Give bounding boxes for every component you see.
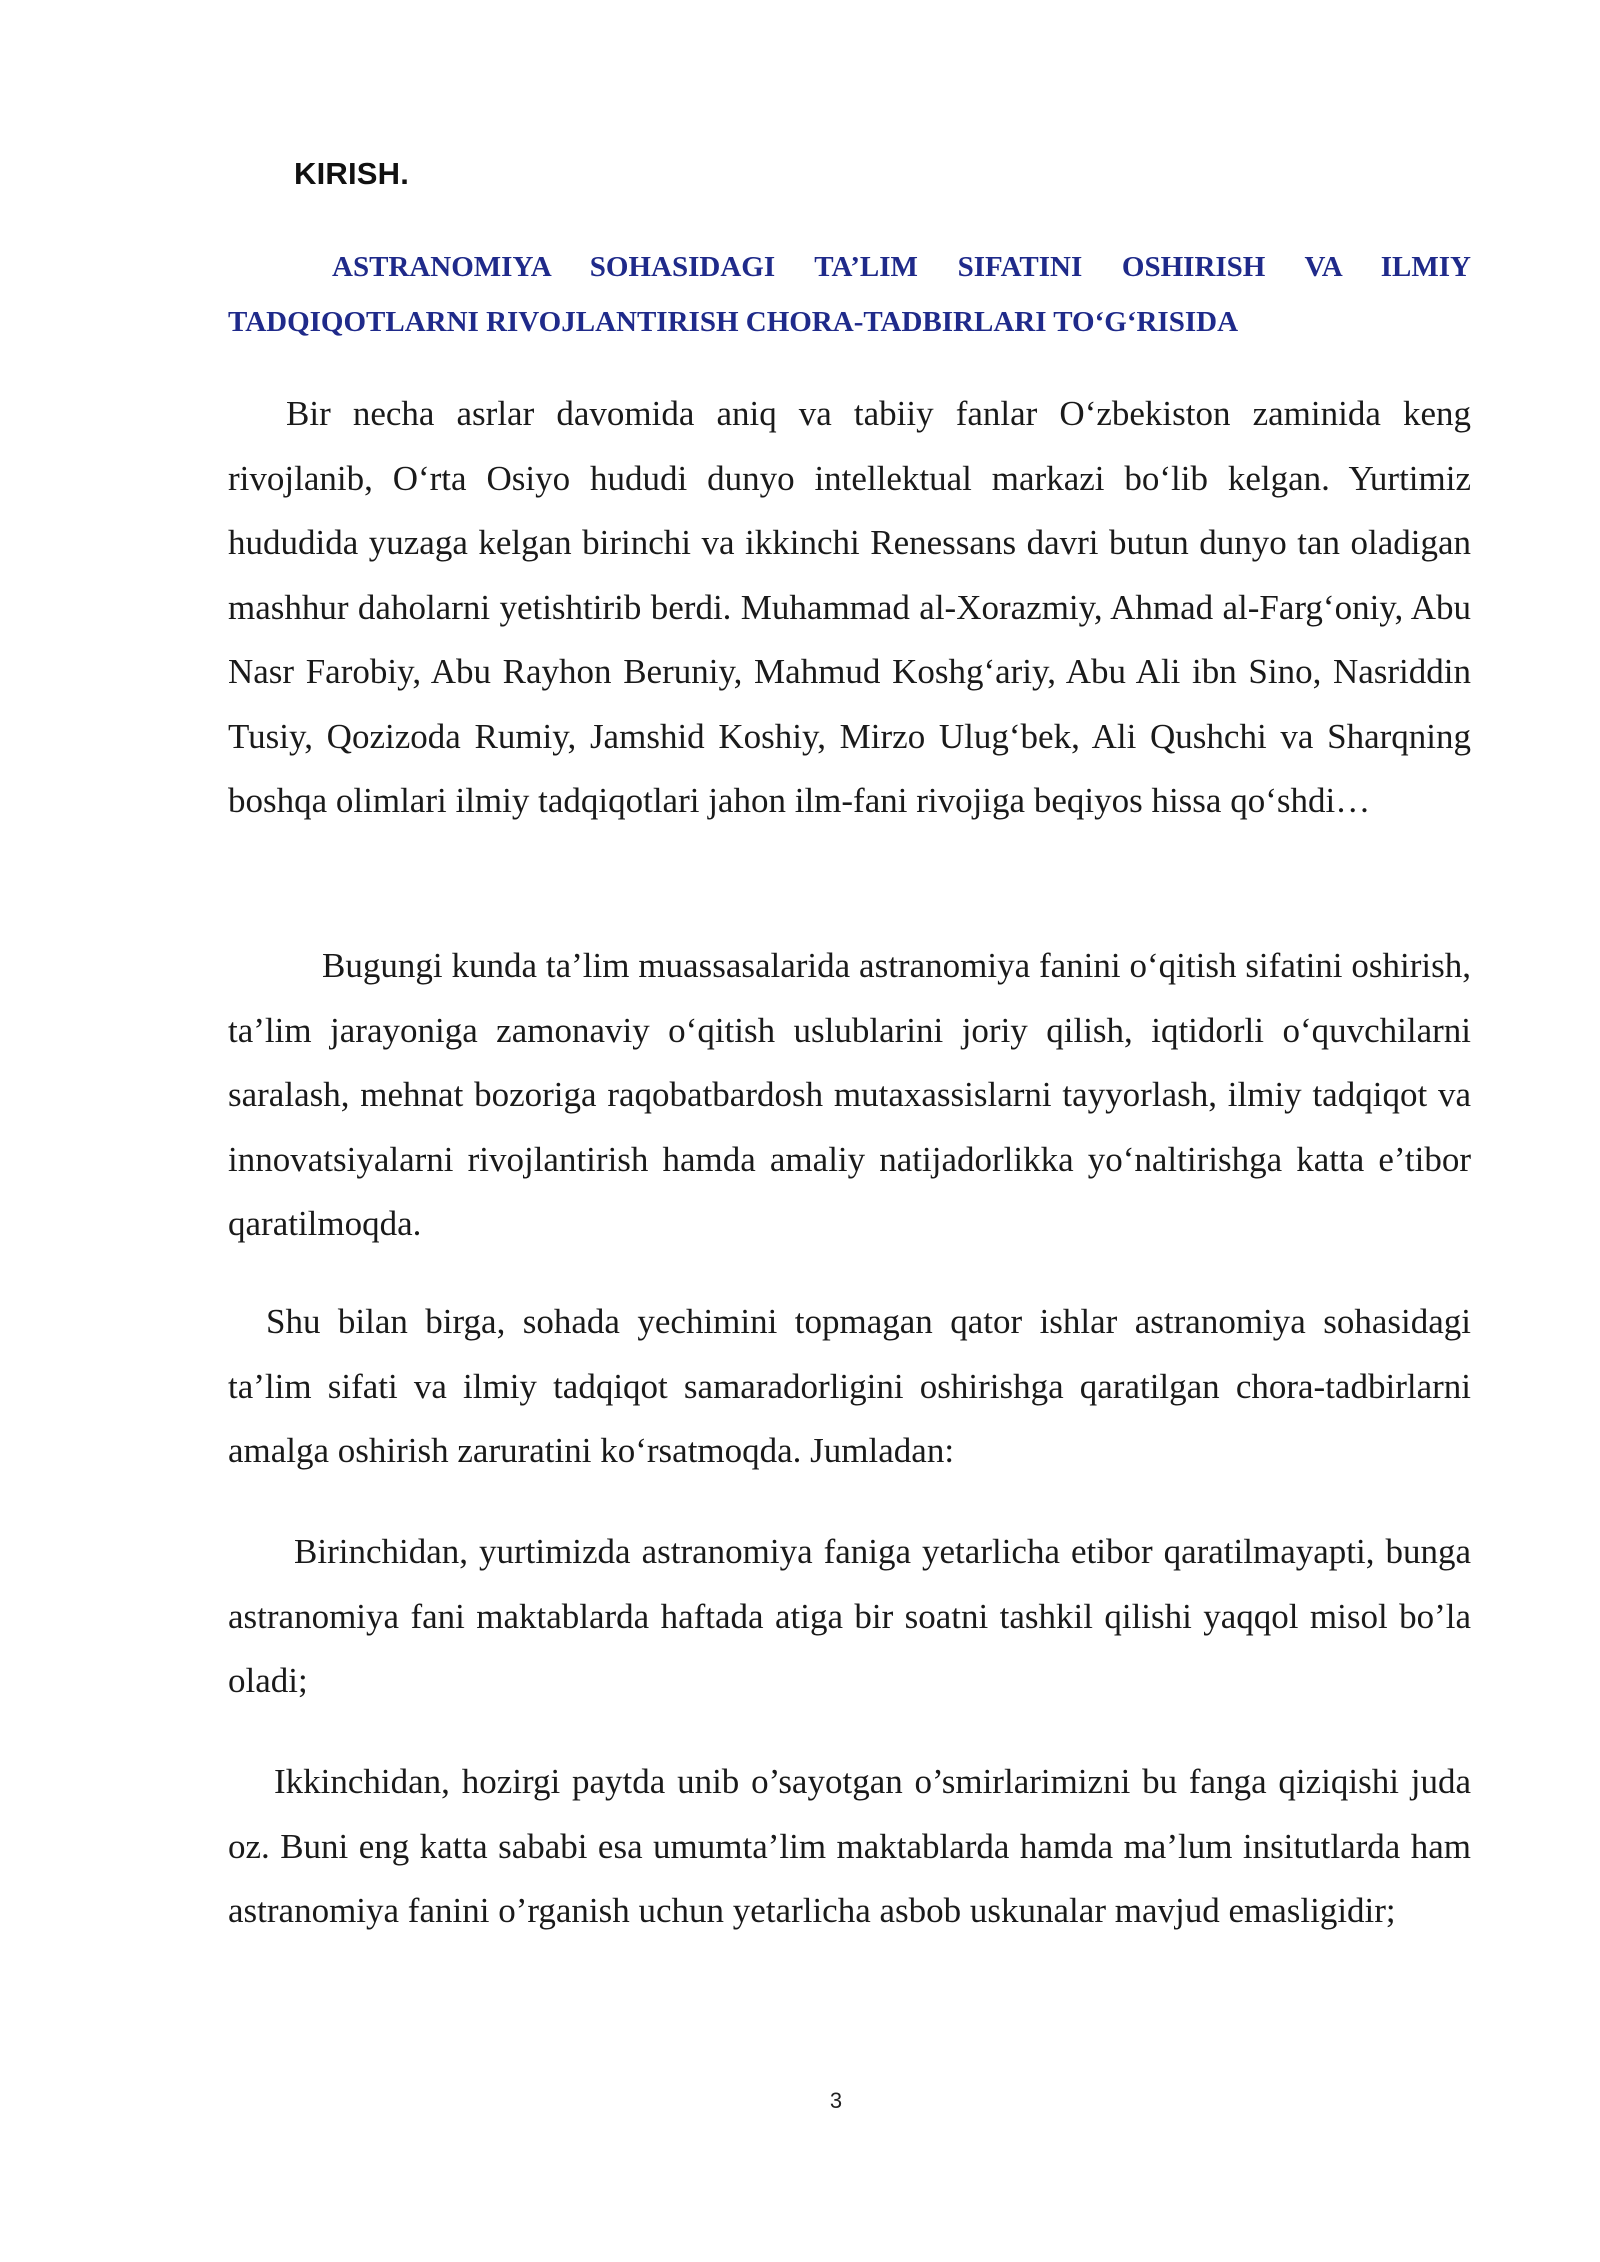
paragraph-first-problem: Birinchidan, yurtimizda astranomiya faniga yetarlicha etibor qaratilmayapti, bunga astranomiya fani maktablarda haftada atiga bir soatni tashkil qilishi yaqqol misol bo’la oladi;: [228, 1532, 1471, 1700]
section-heading: KIRISH.: [294, 156, 410, 191]
paragraph-second-problem: Ikkinchidan, hozirgi paytda unib o’sayotgan o’smirlarimizni bu fanga qiziqishi juda oz. Buni eng katta sababi esa umumta’lim maktablarda hamda ma’lum insitutlarda ham astranomiya fanini o’rganish uchun yetarlicha asbob uskunalar mavjud emasligidir;: [228, 1762, 1471, 1930]
page-number: 3: [829, 2088, 843, 2113]
document-title: ASTRANOMIYA SOHASIDAGI TA’LIM SIFATINI OSHIRISH VA ILMIY TADQIQOTLARNI RIVOJLANTIRISH CHORA-TADBIRLARI TO‘G‘RISIDA: [228, 251, 1471, 338]
paragraph-current-focus: Bugungi kunda ta’lim muassasalarida astranomiya fanini o‘qitish sifatini oshirish, ta’lim jarayoniga zamonaviy o‘qitish uslublarini joriy qilish, iqtidorli o‘quvchilarni saralash, mehnat bozoriga raqobatbardosh mutaxassislarni tayyorlash, ilmiy tadqiqot va innovatsiyalarni rivojlantirish hamda amaliy natijadorlikka yo‘naltirishga katta e’tibor qaratilmoqda.: [228, 946, 1471, 1243]
paragraph-problems-intro: Shu bilan birga, sohada yechimini topmagan qator ishlar astranomiya sohasidagi ta’lim sifati va ilmiy tadqiqot samaradorligini oshirishga qaratilgan chora-tadbirlarni amalga oshirish zaruratini ko‘rsatmoqda. Jumladan:: [228, 1302, 1471, 1470]
paragraph-history: Bir necha asrlar davomida aniq va tabiiy fanlar O‘zbekiston zaminida keng rivojlanib, O‘rta Osiyo hududi dunyo intellektual markazi bo‘lib kelgan. Yurtimiz hududida yuzaga kelgan birinchi va ikkinchi Renessans davri butun dunyo tan oladigan mashhur daholarni yetishtirib berdi. Muhammad al-Xorazmiy, Ahmad al-Farg‘oniy, Abu Nasr Farobiy, Abu Rayhon Beruniy, Mahmud Koshg‘ariy, Abu Ali ibn Sino, Nasriddin Tusiy, Qozizoda Rumiy, Jamshid Koshiy, Mirzo Ulug‘bek, Ali Qushchi va Sharqning boshqa olimlari ilmiy tadqiqotlari jahon ilm-fani rivojiga beqiyos hissa qo‘shdi…: [228, 394, 1471, 820]
